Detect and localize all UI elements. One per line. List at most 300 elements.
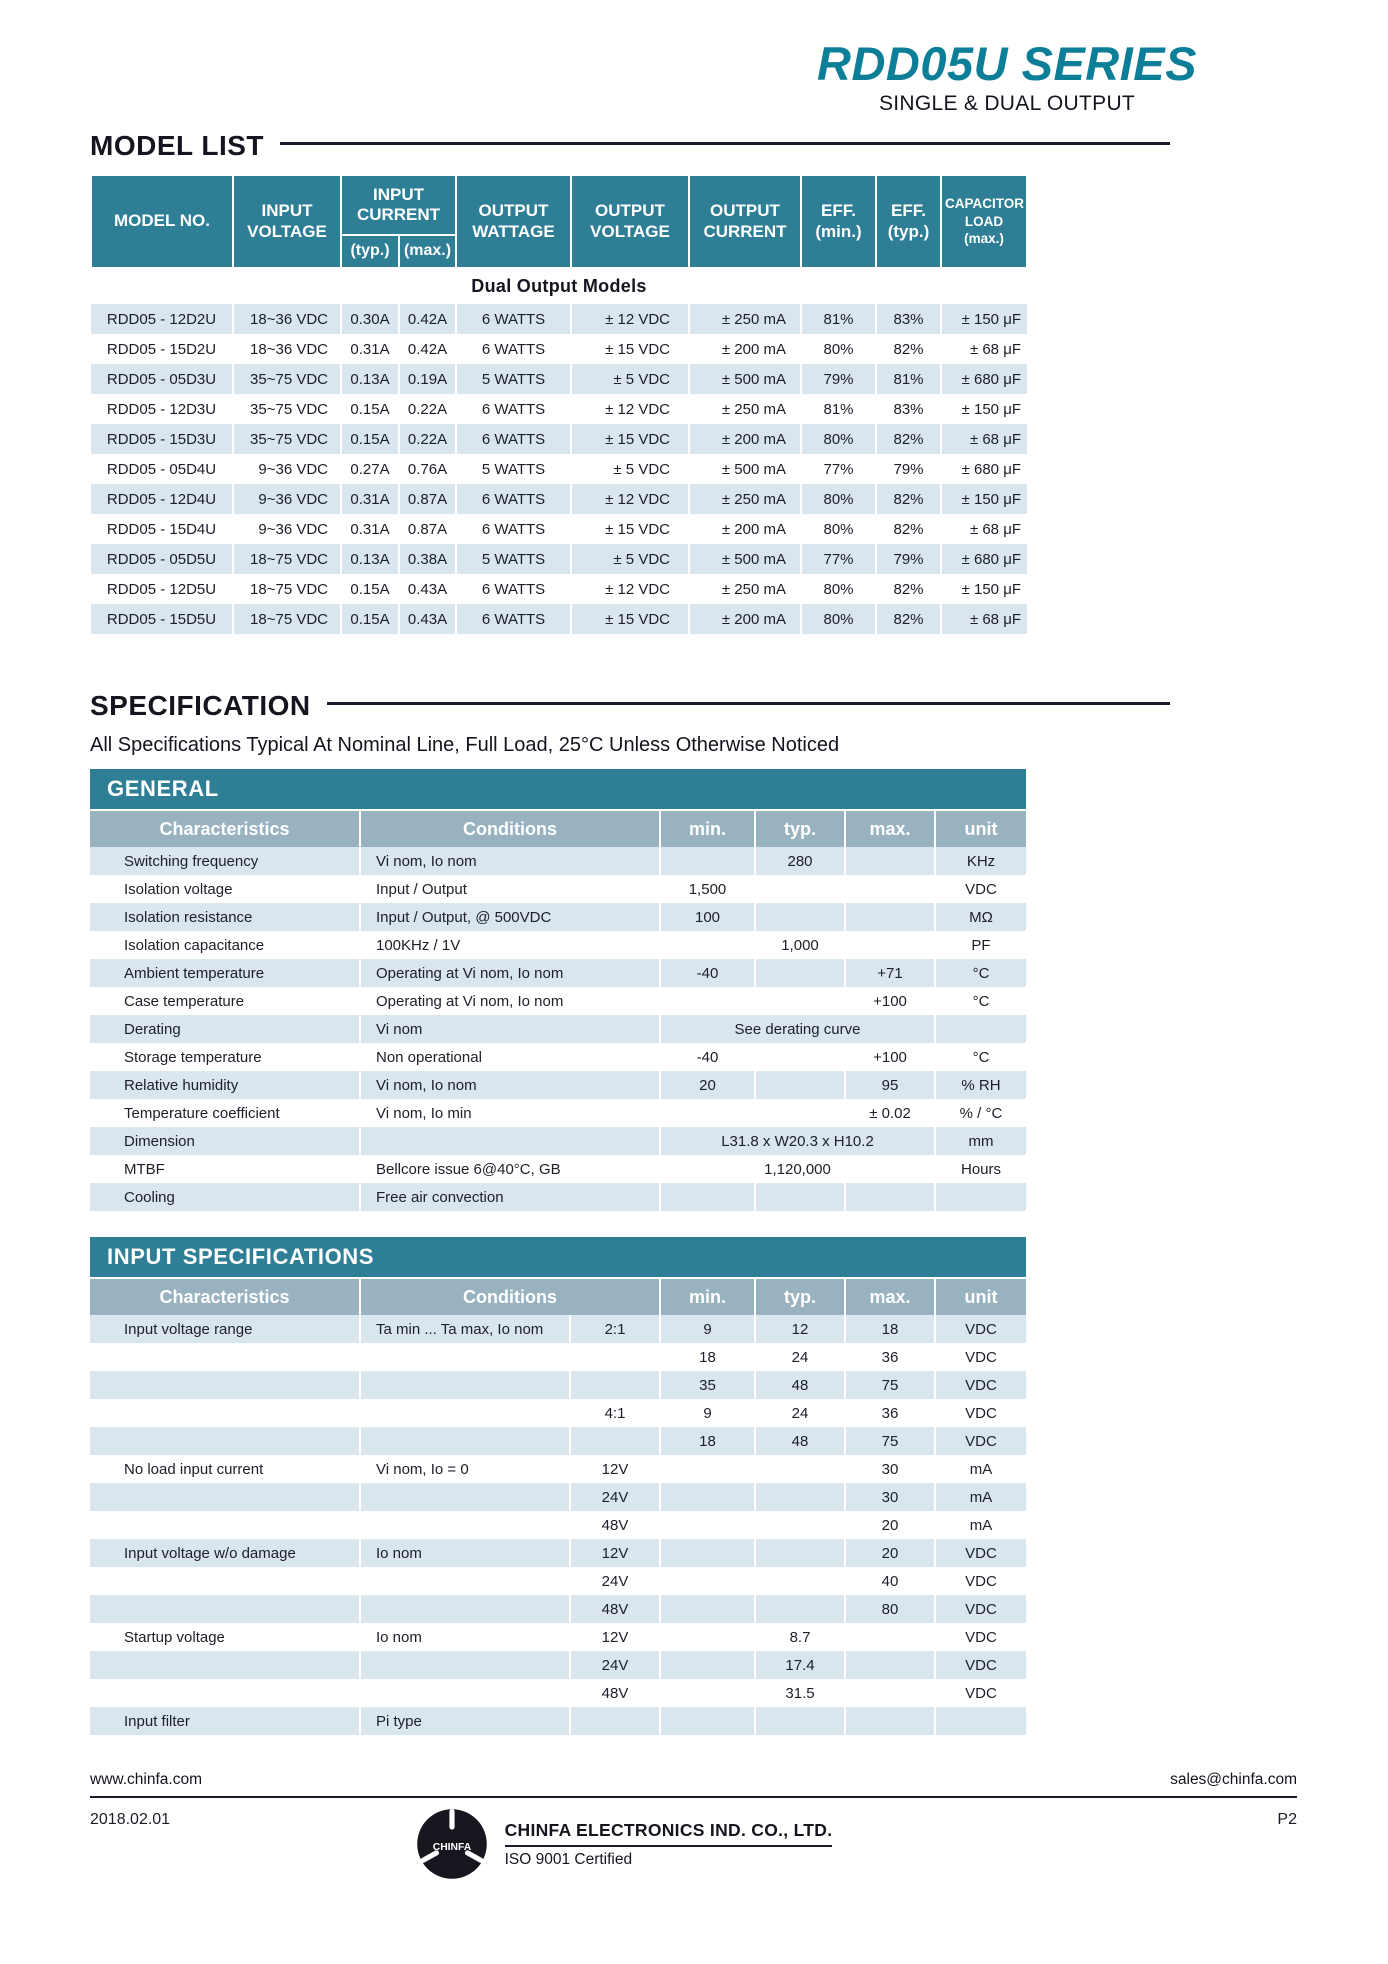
characteristic-cell: Relative humidity xyxy=(124,1076,239,1094)
characteristic-cell: MTBF xyxy=(124,1160,165,1178)
eff-min-cell: 80% xyxy=(801,514,876,544)
general-section-bar: GENERAL xyxy=(90,769,1026,809)
model-no-cell: RDD05 - 15D5U xyxy=(106,610,217,628)
general-table-header xyxy=(90,811,1026,847)
eff-typ-cell: 82% xyxy=(876,514,941,544)
eff-min-cell: 80% xyxy=(801,334,876,364)
output-current-cell: ± 500 mA xyxy=(689,364,801,394)
eff-typ-cell: 82% xyxy=(876,424,941,454)
spec-row xyxy=(90,1511,1026,1539)
max-cell: 20 xyxy=(845,1539,935,1567)
unit-cell: PF xyxy=(935,931,1026,959)
output-voltage-cell: ± 15 VDC xyxy=(571,334,689,364)
model-list-heading xyxy=(90,130,1170,162)
col-header-min: min. xyxy=(660,811,755,847)
col-header-typ: typ. xyxy=(755,811,845,847)
col-header-max: max. xyxy=(845,1279,935,1315)
eff-min-cell: 80% xyxy=(801,604,876,634)
col-header-min: min. xyxy=(660,1279,755,1315)
cap-load-cell: ± 150 μF xyxy=(941,304,1027,334)
unit-cell: mm xyxy=(935,1127,1026,1155)
characteristic-cell: Dimension xyxy=(124,1132,195,1150)
eff-typ-cell: 79% xyxy=(876,544,941,574)
email-link[interactable]: sales@chinfa.com xyxy=(1170,1771,1297,1788)
table-row xyxy=(91,454,1027,484)
output-current-cell: ± 500 mA xyxy=(689,544,801,574)
typ-cell xyxy=(755,1071,845,1099)
input-current-max-cell: 0.43A xyxy=(399,604,456,634)
max-cell xyxy=(845,903,935,931)
sub-condition-cell: 2:1 xyxy=(570,1315,660,1343)
typ-cell xyxy=(755,1539,845,1567)
group-row xyxy=(91,268,1027,304)
characteristic-cell xyxy=(90,1679,360,1707)
typ-cell: 24 xyxy=(755,1343,845,1371)
spec-row xyxy=(90,1043,1026,1071)
typ-cell xyxy=(755,1043,845,1071)
min-cell xyxy=(660,1099,755,1127)
eff-typ-cell: 83% xyxy=(876,304,941,334)
model-no-cell: RDD05 - 05D5U xyxy=(106,550,217,568)
eff-min-cell: 81% xyxy=(801,394,876,424)
max-cell: +71 xyxy=(845,959,935,987)
characteristic-cell: Storage temperature xyxy=(124,1048,262,1066)
input-current-max-cell: 0.43A xyxy=(399,574,456,604)
min-cell xyxy=(660,987,755,1015)
company-name: CHINFA ELECTRONICS IND. CO., LTD. xyxy=(505,1820,833,1847)
eff-typ-cell: 82% xyxy=(876,334,941,364)
spec-row xyxy=(90,1127,1026,1155)
spec-row xyxy=(90,987,1026,1015)
sub-condition-cell xyxy=(570,1427,660,1455)
condition-cell xyxy=(360,1399,570,1427)
span-value-cell: See derating curve xyxy=(660,1015,935,1043)
cap-load-cell: ± 150 μF xyxy=(941,484,1027,514)
output-current-cell: ± 500 mA xyxy=(689,454,801,484)
cap-load-cell: ± 150 μF xyxy=(941,394,1027,424)
sub-condition-cell: 4:1 xyxy=(570,1399,660,1427)
spec-row xyxy=(90,1099,1026,1127)
max-cell: 95 xyxy=(845,1071,935,1099)
input-current-max-cell: 0.22A xyxy=(399,424,456,454)
characteristic-cell xyxy=(90,1511,360,1539)
input-voltage-cell: 18~75 VDC xyxy=(233,574,341,604)
output-voltage-cell: ± 5 VDC xyxy=(571,544,689,574)
unit-cell: VDC xyxy=(935,1399,1026,1427)
spec-row xyxy=(90,931,1026,959)
output-current-cell: ± 200 mA xyxy=(689,424,801,454)
typ-cell xyxy=(755,959,845,987)
min-cell xyxy=(660,1511,755,1539)
eff-typ-cell: 82% xyxy=(876,484,941,514)
characteristic-cell: Isolation voltage xyxy=(124,880,233,898)
unit-cell: VDC xyxy=(935,1567,1026,1595)
span-value-cell: 1,120,000 xyxy=(660,1155,935,1183)
output-voltage-cell: ± 12 VDC xyxy=(571,484,689,514)
min-cell: 9 xyxy=(660,1315,755,1343)
characteristic-cell: Input filter xyxy=(124,1712,190,1730)
col-header-typ: typ. xyxy=(755,1279,845,1315)
website-link[interactable]: www.chinfa.com xyxy=(90,1771,202,1788)
output-wattage-cell: 6 WATTS xyxy=(456,304,571,334)
unit-cell: VDC xyxy=(935,1427,1026,1455)
unit-cell: VDC xyxy=(935,1679,1026,1707)
min-cell: 20 xyxy=(660,1071,755,1099)
unit-cell: VDC xyxy=(935,875,1026,903)
characteristic-cell: Temperature coefficient xyxy=(124,1104,280,1122)
typ-cell xyxy=(755,1595,845,1623)
unit-cell: VDC xyxy=(935,1315,1026,1343)
characteristic-cell: Case temperature xyxy=(124,992,245,1010)
max-cell: 18 xyxy=(845,1315,935,1343)
spec-row xyxy=(90,1015,1026,1043)
heading-rule xyxy=(327,702,1170,705)
unit-cell: % / °C xyxy=(935,1099,1026,1127)
max-cell: ± 0.02 xyxy=(845,1099,935,1127)
eff-min-cell: 81% xyxy=(801,304,876,334)
group-label: Dual Output Models xyxy=(91,268,1027,304)
typ-cell xyxy=(755,1567,845,1595)
sub-condition-cell: 12V xyxy=(570,1623,660,1651)
condition-cell xyxy=(360,1511,570,1539)
min-cell: 18 xyxy=(660,1343,755,1371)
spec-row xyxy=(90,903,1026,931)
condition-cell: Vi nom, Io nom xyxy=(360,1071,660,1099)
output-voltage-cell: ± 15 VDC xyxy=(571,604,689,634)
col-header-unit: unit xyxy=(935,811,1026,847)
min-cell: 18 xyxy=(660,1427,755,1455)
page-footer xyxy=(90,1771,1297,1881)
table-row xyxy=(91,574,1027,604)
col-header-eff-min: EFF. (min.) xyxy=(801,175,876,268)
condition-cell: Free air convection xyxy=(360,1183,660,1211)
condition-cell xyxy=(360,1595,570,1623)
iso-certification: ISO 9001 Certified xyxy=(504,1850,633,1868)
condition-cell: Vi nom xyxy=(360,1015,660,1043)
cap-load-cell: ± 68 μF xyxy=(941,604,1027,634)
unit-cell: VDC xyxy=(935,1623,1026,1651)
characteristic-cell: Input voltage w/o damage xyxy=(124,1544,296,1562)
min-cell xyxy=(660,1483,755,1511)
spec-row xyxy=(90,1071,1026,1099)
input-voltage-cell: 18~75 VDC xyxy=(233,544,341,574)
output-current-cell: ± 250 mA xyxy=(689,304,801,334)
min-cell: -40 xyxy=(660,959,755,987)
col-header-characteristics: Characteristics xyxy=(90,811,360,847)
condition-cell: Vi nom, Io = 0 xyxy=(360,1455,570,1483)
col-header-input-current: INPUT CURRENT xyxy=(341,175,456,235)
min-cell xyxy=(660,1183,755,1211)
input-current-max-cell: 0.42A xyxy=(399,304,456,334)
unit-cell: % RH xyxy=(935,1071,1026,1099)
max-cell xyxy=(845,1623,935,1651)
input-voltage-cell: 35~75 VDC xyxy=(233,394,341,424)
sub-condition-cell: 48V xyxy=(570,1679,660,1707)
col-header-conditions: Conditions xyxy=(360,1279,660,1315)
condition-cell: Vi nom, Io min xyxy=(360,1099,660,1127)
condition-cell xyxy=(360,1651,570,1679)
min-cell xyxy=(660,1623,755,1651)
eff-min-cell: 77% xyxy=(801,544,876,574)
output-voltage-cell: ± 12 VDC xyxy=(571,304,689,334)
characteristic-cell: Derating xyxy=(124,1020,181,1038)
spec-row xyxy=(90,1483,1026,1511)
output-wattage-cell: 5 WATTS xyxy=(456,364,571,394)
cap-load-cell: ± 680 μF xyxy=(941,454,1027,484)
eff-min-cell: 77% xyxy=(801,454,876,484)
output-wattage-cell: 6 WATTS xyxy=(456,394,571,424)
input-current-typ-cell: 0.13A xyxy=(341,364,399,394)
unit-cell: VDC xyxy=(935,1343,1026,1371)
input-voltage-cell: 9~36 VDC xyxy=(233,454,341,484)
max-cell xyxy=(845,1679,935,1707)
typ-cell xyxy=(755,1455,845,1483)
cap-load-cell: ± 68 μF xyxy=(941,514,1027,544)
company-block xyxy=(260,1807,987,1881)
typ-cell: 1,000 xyxy=(755,931,845,959)
spec-row xyxy=(90,1427,1026,1455)
max-cell: 30 xyxy=(845,1483,935,1511)
col-header-cap-load: CAPACITOR LOAD (max.) xyxy=(941,175,1027,268)
unit-cell: °C xyxy=(935,959,1026,987)
table-row xyxy=(91,544,1027,574)
unit-cell: mA xyxy=(935,1455,1026,1483)
model-no-cell: RDD05 - 12D5U xyxy=(106,580,217,598)
input-current-typ-cell: 0.30A xyxy=(341,304,399,334)
max-cell: 40 xyxy=(845,1567,935,1595)
input-spec-section-bar: INPUT SPECIFICATIONS xyxy=(90,1237,1026,1277)
unit-cell: VDC xyxy=(935,1651,1026,1679)
typ-cell xyxy=(755,903,845,931)
model-no-cell: RDD05 - 15D2U xyxy=(106,340,217,358)
spec-row xyxy=(90,847,1026,875)
input-current-typ-cell: 0.15A xyxy=(341,424,399,454)
page-header xyxy=(90,37,1297,116)
typ-cell: 48 xyxy=(755,1427,845,1455)
condition-cell: Operating at Vi nom, Io nom xyxy=(360,959,660,987)
input-current-max-cell: 0.38A xyxy=(399,544,456,574)
eff-typ-cell: 81% xyxy=(876,364,941,394)
output-wattage-cell: 5 WATTS xyxy=(456,454,571,484)
col-header-current-typ: (typ.) xyxy=(341,235,399,268)
typ-cell xyxy=(755,1483,845,1511)
input-voltage-cell: 35~75 VDC xyxy=(233,364,341,394)
characteristic-cell xyxy=(90,1399,360,1427)
condition-cell xyxy=(360,1371,570,1399)
table-row xyxy=(91,364,1027,394)
condition-cell xyxy=(360,1679,570,1707)
sub-condition-cell: 24V xyxy=(570,1567,660,1595)
output-wattage-cell: 5 WATTS xyxy=(456,544,571,574)
max-cell: 36 xyxy=(845,1343,935,1371)
spec-row xyxy=(90,1623,1026,1651)
unit-cell xyxy=(935,1707,1026,1735)
general-spec-table xyxy=(90,811,1026,1211)
spec-row xyxy=(90,1455,1026,1483)
max-cell: +100 xyxy=(845,1043,935,1071)
characteristic-cell: Isolation resistance xyxy=(124,908,253,926)
min-cell xyxy=(660,847,755,875)
model-no-cell: RDD05 - 12D2U xyxy=(106,310,217,328)
max-cell: 75 xyxy=(845,1427,935,1455)
cap-load-cell: ± 68 μF xyxy=(941,424,1027,454)
spec-row xyxy=(90,1343,1026,1371)
condition-cell: Non operational xyxy=(360,1043,660,1071)
input-voltage-cell: 18~75 VDC xyxy=(233,604,341,634)
input-current-typ-cell: 0.31A xyxy=(341,514,399,544)
table-row xyxy=(91,334,1027,364)
unit-cell: mA xyxy=(935,1483,1026,1511)
sub-condition-cell: 24V xyxy=(570,1483,660,1511)
typ-cell xyxy=(755,1707,845,1735)
input-spec-table xyxy=(90,1279,1026,1735)
spec-row xyxy=(90,1371,1026,1399)
eff-min-cell: 80% xyxy=(801,424,876,454)
min-cell xyxy=(660,1595,755,1623)
table-row xyxy=(91,304,1027,334)
output-current-cell: ± 200 mA xyxy=(689,514,801,544)
characteristic-cell: Startup voltage xyxy=(124,1628,225,1646)
typ-cell: 24 xyxy=(755,1399,845,1427)
max-cell xyxy=(845,1183,935,1211)
characteristic-cell: Ambient temperature xyxy=(124,964,265,982)
page-number: P2 xyxy=(1277,1811,1297,1828)
table-row xyxy=(91,424,1027,454)
condition-cell: Operating at Vi nom, Io nom xyxy=(360,987,660,1015)
eff-typ-cell: 83% xyxy=(876,394,941,424)
model-no-cell: RDD05 - 12D3U xyxy=(106,400,217,418)
svg-text:CHINFA: CHINFA xyxy=(432,1841,471,1853)
min-cell: 35 xyxy=(660,1371,755,1399)
input-current-typ-cell: 0.15A xyxy=(341,574,399,604)
sub-condition-cell: 48V xyxy=(570,1511,660,1539)
cap-load-cell: ± 680 μF xyxy=(941,364,1027,394)
model-list-table xyxy=(90,174,1028,634)
typ-cell xyxy=(755,1099,845,1127)
unit-cell: mA xyxy=(935,1511,1026,1539)
col-header-output-voltage: OUTPUT VOLTAGE xyxy=(571,175,689,268)
max-cell: +100 xyxy=(845,987,935,1015)
min-cell: 1,500 xyxy=(660,875,755,903)
condition-cell: Input / Output, @ 500VDC xyxy=(360,903,660,931)
characteristic-cell xyxy=(90,1651,360,1679)
input-current-typ-cell: 0.31A xyxy=(341,484,399,514)
spec-row xyxy=(90,1539,1026,1567)
eff-min-cell: 80% xyxy=(801,574,876,604)
min-cell: -40 xyxy=(660,1043,755,1071)
sub-condition-cell: 12V xyxy=(570,1455,660,1483)
eff-typ-cell: 82% xyxy=(876,604,941,634)
sub-condition-cell: 12V xyxy=(570,1539,660,1567)
spec-row xyxy=(90,1707,1026,1735)
spec-row xyxy=(90,1679,1026,1707)
typ-cell xyxy=(755,1183,845,1211)
output-voltage-cell: ± 15 VDC xyxy=(571,514,689,544)
condition-cell xyxy=(360,1567,570,1595)
col-header-output-current: OUTPUT CURRENT xyxy=(689,175,801,268)
min-cell xyxy=(660,1679,755,1707)
max-cell: 36 xyxy=(845,1399,935,1427)
input-current-typ-cell: 0.13A xyxy=(341,544,399,574)
characteristic-cell xyxy=(90,1567,360,1595)
spec-row xyxy=(90,1315,1026,1343)
output-voltage-cell: ± 5 VDC xyxy=(571,454,689,484)
spec-note: All Specifications Typical At Nominal Line, Full Load, 25°C Unless Otherwise Noticed xyxy=(90,734,840,756)
min-cell xyxy=(660,1539,755,1567)
input-current-max-cell: 0.87A xyxy=(399,484,456,514)
cap-load-cell: ± 680 μF xyxy=(941,544,1027,574)
input-current-typ-cell: 0.15A xyxy=(341,604,399,634)
typ-cell: 280 xyxy=(755,847,845,875)
output-current-cell: ± 250 mA xyxy=(689,394,801,424)
footer-divider xyxy=(90,1796,1297,1798)
model-no-cell: RDD05 - 05D3U xyxy=(106,370,217,388)
input-current-typ-cell: 0.31A xyxy=(341,334,399,364)
unit-cell: MΩ xyxy=(935,903,1026,931)
unit-cell xyxy=(935,1183,1026,1211)
col-header-characteristics: Characteristics xyxy=(90,1279,360,1315)
unit-cell: VDC xyxy=(935,1595,1026,1623)
cap-load-cell: ± 68 μF xyxy=(941,334,1027,364)
table-row xyxy=(91,604,1027,634)
spec-row xyxy=(90,1183,1026,1211)
characteristic-cell xyxy=(90,1427,360,1455)
typ-cell xyxy=(755,1511,845,1539)
sub-condition-cell xyxy=(570,1343,660,1371)
eff-typ-cell: 82% xyxy=(876,574,941,604)
output-wattage-cell: 6 WATTS xyxy=(456,514,571,544)
typ-cell: 17.4 xyxy=(755,1651,845,1679)
unit-cell: °C xyxy=(935,1043,1026,1071)
output-voltage-cell: ± 12 VDC xyxy=(571,394,689,424)
output-wattage-cell: 6 WATTS xyxy=(456,424,571,454)
series-subtitle: SINGLE & DUAL OUTPUT xyxy=(878,92,1136,115)
characteristic-cell: Switching frequency xyxy=(124,852,259,870)
col-header-output-wattage: OUTPUT WATTAGE xyxy=(456,175,571,268)
input-voltage-cell: 18~36 VDC xyxy=(233,334,341,364)
input-current-max-cell: 0.87A xyxy=(399,514,456,544)
model-list-heading-text: MODEL LIST xyxy=(90,130,265,161)
sub-condition-cell xyxy=(570,1707,660,1735)
input-voltage-cell: 9~36 VDC xyxy=(233,484,341,514)
input-current-max-cell: 0.22A xyxy=(399,394,456,424)
characteristic-cell xyxy=(90,1483,360,1511)
table-row xyxy=(91,394,1027,424)
min-cell xyxy=(660,1707,755,1735)
condition-cell xyxy=(360,1127,660,1155)
col-header-conditions: Conditions xyxy=(360,811,660,847)
span-value-cell: L31.8 x W20.3 x H10.2 xyxy=(660,1127,935,1155)
specification-heading xyxy=(90,690,1170,722)
unit-cell xyxy=(935,1015,1026,1043)
revision-date: 2018.02.01 xyxy=(90,1811,171,1828)
typ-cell: 48 xyxy=(755,1371,845,1399)
max-cell xyxy=(845,1651,935,1679)
typ-cell: 8.7 xyxy=(755,1623,845,1651)
col-header-model-no: MODEL NO. xyxy=(91,175,233,268)
output-voltage-cell: ± 5 VDC xyxy=(571,364,689,394)
condition-cell: Vi nom, Io nom xyxy=(360,847,660,875)
condition-cell xyxy=(360,1427,570,1455)
unit-cell: VDC xyxy=(935,1539,1026,1567)
condition-cell: Io nom xyxy=(360,1623,570,1651)
max-cell: 30 xyxy=(845,1455,935,1483)
max-cell: 75 xyxy=(845,1371,935,1399)
condition-cell: Input / Output xyxy=(360,875,660,903)
sub-condition-cell: 24V xyxy=(570,1651,660,1679)
spec-row xyxy=(90,875,1026,903)
typ-cell: 31.5 xyxy=(755,1679,845,1707)
